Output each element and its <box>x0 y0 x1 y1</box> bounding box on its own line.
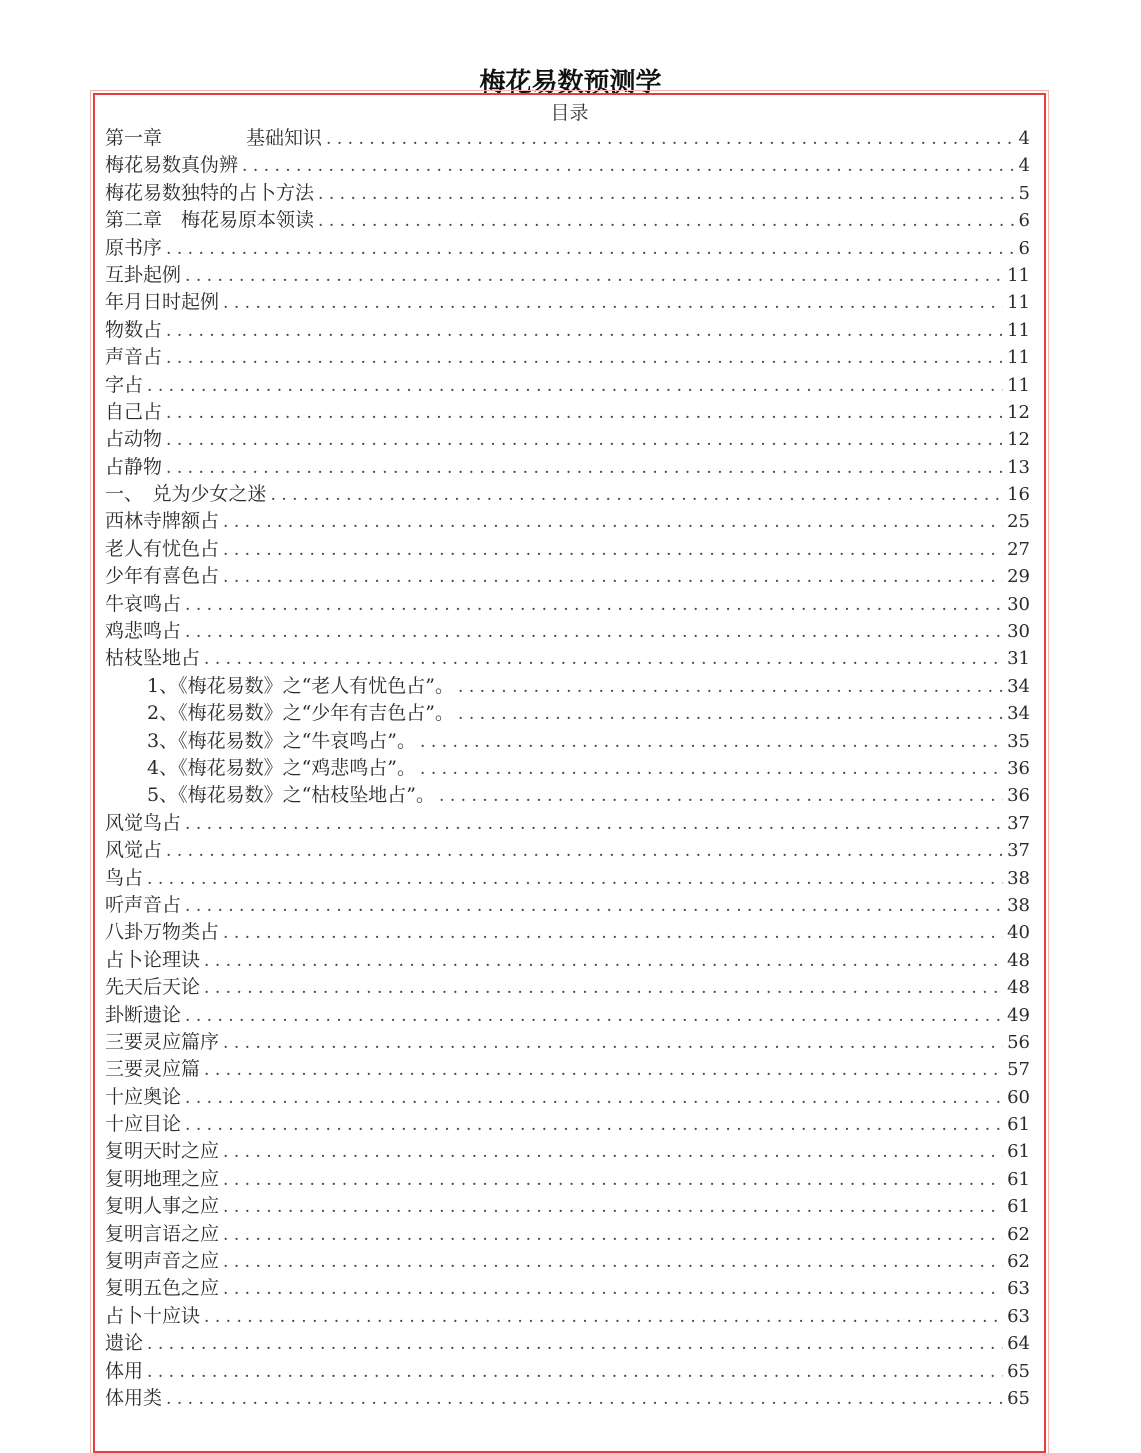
toc-entry[interactable] <box>105 563 1030 590</box>
toc-entry[interactable] <box>105 1248 1030 1275</box>
toc-entry-title: 声音占 <box>105 346 163 369</box>
toc-entry-label[interactable] <box>105 865 143 892</box>
toc-entry[interactable] <box>105 673 1030 700</box>
toc-dot-leader <box>204 1057 1003 1083</box>
toc-entry[interactable] <box>105 180 1030 207</box>
toc-entry-title: 牛哀鸣占 <box>105 592 182 615</box>
toc-entry[interactable] <box>105 508 1030 535</box>
toc-entry-title: 少年有喜色占 <box>105 565 220 588</box>
toc-entry-label[interactable] <box>105 1193 219 1220</box>
toc-dot-leader <box>166 400 1003 426</box>
toc-entry-page-number: 36 <box>1007 757 1030 779</box>
toc-entry-label[interactable] <box>105 1330 143 1357</box>
toc-entry-title: 占静物 <box>105 455 163 478</box>
toc-entry-page-number: 34 <box>1007 675 1030 697</box>
toc-dot-leader <box>185 1085 1003 1111</box>
toc-entry[interactable] <box>105 700 1030 727</box>
toc-entry-page-number: 61 <box>1007 1141 1030 1163</box>
toc-entry-label[interactable] <box>105 563 219 590</box>
toc-entry[interactable] <box>105 755 1030 782</box>
toc-list <box>105 125 1030 1412</box>
toc-entry[interactable] <box>105 591 1030 618</box>
toc-dot-leader <box>147 866 1003 892</box>
toc-dot-leader <box>166 345 1003 371</box>
toc-entry[interactable] <box>105 125 1030 152</box>
toc-entry-title: 风觉占 <box>105 839 163 862</box>
toc-dot-leader <box>223 920 1003 946</box>
toc-entry-title: 3、《梅花易数》之“牛哀鸣占”。 <box>147 729 417 752</box>
toc-entry-title: 体用类 <box>105 1386 163 1409</box>
toc-dot-leader <box>185 1003 1003 1029</box>
toc-entry-label[interactable] <box>105 1002 181 1029</box>
toc-entry-title: 复明天时之应 <box>105 1140 220 1163</box>
toc-entry[interactable] <box>105 645 1030 672</box>
toc-entry-page-number: 64 <box>1007 1333 1030 1355</box>
toc-entry[interactable] <box>105 1138 1030 1165</box>
toc-dot-leader <box>185 619 1003 645</box>
toc-entry-label[interactable] <box>105 1248 219 1275</box>
toc-entry-page-number: 12 <box>1007 401 1030 423</box>
toc-entry-label[interactable] <box>105 810 181 837</box>
toc-entry-page-number: 11 <box>1007 347 1030 369</box>
toc-entry-page-number: 63 <box>1007 1305 1030 1327</box>
toc-dot-leader <box>242 153 1015 179</box>
toc-entry-page-number: 63 <box>1007 1278 1030 1300</box>
toc-entry-page-number: 4 <box>1018 155 1030 177</box>
toc-dot-leader <box>223 1222 1003 1248</box>
toc-entry-page-number: 38 <box>1007 894 1030 916</box>
toc-dot-leader <box>223 1194 1003 1220</box>
toc-entry[interactable] <box>105 426 1030 453</box>
toc-entry-label[interactable] <box>105 372 143 399</box>
toc-heading: 目录 <box>550 102 589 124</box>
toc-entry[interactable] <box>105 317 1030 344</box>
toc-entry[interactable] <box>105 289 1030 316</box>
toc-entry-page-number: 65 <box>1007 1387 1030 1409</box>
toc-dot-leader <box>185 893 1003 919</box>
toc-entry[interactable] <box>105 947 1030 974</box>
toc-entry-page-number: 5 <box>1018 182 1030 204</box>
toc-entry-title: 十应目论 <box>105 1113 182 1136</box>
toc-entry-label[interactable] <box>105 207 314 234</box>
toc-entry[interactable] <box>105 810 1030 837</box>
toc-entry-page-number: 31 <box>1007 648 1030 670</box>
toc-entry-label[interactable] <box>105 974 200 1001</box>
toc-entry-title: 风觉鸟占 <box>105 811 182 834</box>
toc-entry-title: 三要灵应篇序 <box>105 1030 220 1053</box>
toc-entry-page-number: 30 <box>1007 593 1030 615</box>
toc-entry-label[interactable] <box>147 755 416 782</box>
toc-entry-label[interactable] <box>105 1385 162 1412</box>
toc-entry-title: 复明言语之应 <box>105 1222 220 1245</box>
toc-entry-label[interactable] <box>105 1029 219 1056</box>
document-title: 梅花易数预测学 <box>479 68 662 99</box>
toc-dot-leader <box>166 838 1003 864</box>
toc-entry-page-number: 29 <box>1007 566 1030 588</box>
toc-dot-leader <box>223 290 1003 316</box>
toc-entry-page-number: 6 <box>1018 237 1030 259</box>
toc-entry-title: 遗论 <box>105 1332 144 1355</box>
toc-entry-title: 鸡悲鸣占 <box>105 620 182 643</box>
toc-entry-title: 枯枝坠地占 <box>105 647 201 670</box>
toc-entry-page-number: 38 <box>1007 867 1030 889</box>
toc-dot-leader <box>223 1139 1003 1165</box>
toc-entry-title: 第二章 梅花易原本领读 <box>105 209 315 232</box>
toc-entry-title: 西林寺牌额占 <box>105 510 220 533</box>
toc-entry-title: 复明人事之应 <box>105 1195 220 1218</box>
toc-entry-label[interactable] <box>105 344 162 371</box>
toc-entry-page-number: 61 <box>1007 1196 1030 1218</box>
toc-dot-leader <box>185 811 1003 837</box>
toc-entry-page-number: 48 <box>1007 949 1030 971</box>
toc-entry-label[interactable] <box>105 892 181 919</box>
toc-entry-title: 梅花易数真伪辨 <box>105 154 239 177</box>
toc-entry-label[interactable] <box>105 1358 143 1385</box>
toc-entry[interactable] <box>105 1303 1030 1330</box>
toc-entry-title: 鸟占 <box>105 866 144 889</box>
toc-entry-title: 听声音占 <box>105 893 182 916</box>
toc-entry-label[interactable] <box>105 125 322 152</box>
toc-entry[interactable] <box>105 344 1030 371</box>
toc-entry-title: 原书序 <box>105 236 163 259</box>
toc-entry[interactable] <box>105 372 1030 399</box>
toc-entry-title: 占卜十应诀 <box>105 1304 201 1327</box>
toc-entry-subtitle: 基础知识 <box>246 127 323 149</box>
toc-entry-label[interactable] <box>105 1111 181 1138</box>
toc-entry-label[interactable] <box>105 591 181 618</box>
toc-entry[interactable] <box>105 865 1030 892</box>
toc-entry-page-number: 11 <box>1007 319 1030 341</box>
toc-entry-title: 十应奥论 <box>105 1085 182 1108</box>
toc-entry[interactable] <box>105 782 1030 809</box>
toc-entry-title: 互卦起例 <box>105 263 182 286</box>
toc-entry-page-number: 35 <box>1007 730 1030 752</box>
toc-entry-label[interactable] <box>105 317 162 344</box>
toc-entry-page-number: 37 <box>1007 812 1030 834</box>
toc-dot-leader <box>326 126 1015 152</box>
toc-entry-page-number: 36 <box>1007 785 1030 807</box>
toc-entry-label[interactable] <box>105 1084 181 1111</box>
toc-entry[interactable] <box>105 1221 1030 1248</box>
toc-entry-title: 复明声音之应 <box>105 1250 220 1273</box>
toc-entry[interactable] <box>105 1275 1030 1302</box>
toc-entry-title: 体用 <box>105 1359 144 1382</box>
toc-dot-leader <box>458 674 1003 700</box>
toc-entry[interactable] <box>105 837 1030 864</box>
toc-dot-leader <box>166 318 1003 344</box>
toc-entry-label[interactable] <box>147 728 416 755</box>
toc-entry-title: 1、《梅花易数》之“老人有忧色占”。 <box>147 674 455 697</box>
toc-entry-label[interactable] <box>105 180 314 207</box>
toc-entry-page-number: 40 <box>1007 922 1030 944</box>
toc-entry-label[interactable] <box>105 837 162 864</box>
toc-dot-leader <box>147 1331 1003 1357</box>
toc-entry-title: 占动物 <box>105 428 163 451</box>
toc-entry-title: 占卜论理诀 <box>105 948 201 971</box>
toc-entry-title: 第一章 <box>105 127 163 149</box>
toc-entry[interactable] <box>105 1358 1030 1385</box>
toc-entry-title: 先天后天论 <box>105 976 201 999</box>
toc-entry-title: 复明五色之应 <box>105 1277 220 1300</box>
toc-entry-label[interactable] <box>105 1166 219 1193</box>
toc-entry-label[interactable] <box>105 1303 200 1330</box>
toc-dot-leader <box>204 948 1003 974</box>
toc-dot-leader <box>204 1304 1003 1330</box>
toc-entry-page-number: 57 <box>1007 1059 1030 1081</box>
toc-entry-label[interactable] <box>105 1138 219 1165</box>
toc-dot-leader <box>458 701 1003 727</box>
toc-entry-title: 八卦万物类占 <box>105 921 220 944</box>
toc-entry[interactable] <box>105 1385 1030 1412</box>
toc-entry-label[interactable] <box>147 700 454 727</box>
toc-entry-page-number: 62 <box>1007 1251 1030 1273</box>
toc-dot-leader <box>147 373 1003 399</box>
toc-dot-leader <box>318 181 1015 207</box>
toc-entry-page-number: 65 <box>1007 1360 1030 1382</box>
toc-dot-leader <box>318 208 1015 234</box>
toc-entry-title: 2、《梅花易数》之“少年有吉色占”。 <box>147 702 455 725</box>
toc-entry[interactable] <box>105 1084 1030 1111</box>
toc-entry-label[interactable] <box>147 673 454 700</box>
table-of-contents <box>93 93 1046 1453</box>
toc-entry[interactable] <box>105 1056 1030 1083</box>
toc-dot-leader <box>223 1276 1003 1302</box>
toc-entry-page-number: 34 <box>1007 703 1030 725</box>
toc-entry-page-number: 60 <box>1007 1086 1030 1108</box>
toc-entry[interactable] <box>105 262 1030 289</box>
toc-entry-page-number: 37 <box>1007 840 1030 862</box>
toc-entry[interactable] <box>105 1029 1030 1056</box>
toc-entry-label[interactable] <box>105 536 219 563</box>
toc-entry-page-number: 11 <box>1007 264 1030 286</box>
toc-entry[interactable] <box>105 1111 1030 1138</box>
toc-entry-label[interactable] <box>105 152 238 179</box>
toc-dot-leader <box>204 646 1003 672</box>
toc-entry-title: 三要灵应篇 <box>105 1058 201 1081</box>
toc-dot-leader <box>439 783 1003 809</box>
toc-entry-page-number: 25 <box>1007 511 1030 533</box>
toc-entry[interactable] <box>105 235 1030 262</box>
toc-entry-label[interactable] <box>105 618 181 645</box>
toc-entry-label[interactable] <box>105 289 219 316</box>
toc-entry[interactable] <box>105 1166 1030 1193</box>
toc-entry-label[interactable] <box>105 399 162 426</box>
toc-dot-leader <box>204 975 1003 1001</box>
toc-entry-page-number: 6 <box>1018 210 1030 232</box>
toc-entry-title: 字占 <box>105 373 144 396</box>
toc-entry-title: 一、 兑为少女之迷 <box>105 483 267 506</box>
toc-entry-label[interactable] <box>105 508 219 535</box>
toc-entry-page-number: 13 <box>1007 456 1030 478</box>
toc-entry[interactable] <box>105 919 1030 946</box>
toc-dot-leader <box>223 564 1003 590</box>
toc-entry-page-number: 56 <box>1007 1031 1030 1053</box>
toc-dot-leader <box>166 455 1003 481</box>
toc-dot-leader <box>223 1167 1003 1193</box>
toc-entry-page-number: 11 <box>1007 374 1030 396</box>
toc-entry-title: 梅花易数独特的占卜方法 <box>105 181 315 204</box>
toc-entry-page-number: 49 <box>1007 1004 1030 1026</box>
toc-entry[interactable] <box>105 1193 1030 1220</box>
toc-dot-leader <box>271 482 1004 508</box>
toc-entry[interactable] <box>105 618 1030 645</box>
toc-entry-page-number: 62 <box>1007 1223 1030 1245</box>
toc-entry-title: 复明地理之应 <box>105 1167 220 1190</box>
toc-entry-label[interactable] <box>105 454 162 481</box>
toc-entry-page-number: 61 <box>1007 1168 1030 1190</box>
toc-entry[interactable] <box>105 1330 1030 1357</box>
toc-dot-leader <box>166 236 1015 262</box>
toc-entry-title: 物数占 <box>105 318 163 341</box>
toc-entry-title: 4、《梅花易数》之“鸡悲鸣占”。 <box>147 756 417 779</box>
toc-entry-page-number: 4 <box>1018 128 1030 149</box>
toc-dot-leader <box>185 592 1003 618</box>
toc-dot-leader <box>185 263 1003 289</box>
toc-entry-page-number: 12 <box>1007 429 1030 451</box>
toc-dot-leader <box>166 1386 1003 1412</box>
toc-entry[interactable] <box>105 728 1030 755</box>
toc-entry[interactable] <box>105 207 1030 234</box>
toc-dot-leader <box>223 1030 1003 1056</box>
toc-entry-label[interactable] <box>105 1056 200 1083</box>
toc-entry[interactable] <box>105 481 1030 508</box>
toc-entry-title: 自己占 <box>105 400 163 423</box>
toc-entry-label[interactable] <box>147 782 435 809</box>
toc-entry[interactable] <box>105 892 1030 919</box>
toc-entry-label[interactable] <box>105 426 162 453</box>
toc-dot-leader <box>420 756 1003 782</box>
toc-dot-leader <box>147 1359 1003 1385</box>
toc-entry[interactable] <box>105 399 1030 426</box>
toc-entry-page-number: 30 <box>1007 621 1030 643</box>
toc-dot-leader <box>166 427 1003 453</box>
toc-entry-label[interactable] <box>105 262 181 289</box>
toc-entry-page-number: 27 <box>1007 538 1030 560</box>
toc-dot-leader <box>223 1249 1003 1275</box>
toc-entry-page-number: 16 <box>1007 484 1030 506</box>
toc-entry[interactable] <box>105 536 1030 563</box>
toc-entry-label[interactable] <box>105 645 200 672</box>
toc-entry[interactable] <box>105 152 1030 179</box>
toc-entry-title: 卦断遗论 <box>105 1003 182 1026</box>
toc-entry-label[interactable] <box>105 235 162 262</box>
toc-entry-label[interactable] <box>105 1275 219 1302</box>
toc-entry-label[interactable] <box>105 481 267 508</box>
toc-entry[interactable] <box>105 454 1030 481</box>
toc-entry-title: 5、《梅花易数》之“枯枝坠地占”。 <box>147 784 436 807</box>
toc-entry-page-number: 61 <box>1007 1114 1030 1136</box>
toc-entry[interactable] <box>105 1002 1030 1029</box>
toc-entry-label[interactable] <box>105 947 200 974</box>
toc-entry-page-number: 11 <box>1007 292 1030 314</box>
toc-entry-title: 年月日时起例 <box>105 291 220 314</box>
toc-entry-label[interactable] <box>105 1221 219 1248</box>
toc-dot-leader <box>223 509 1003 535</box>
toc-entry-page-number: 48 <box>1007 977 1030 999</box>
toc-dot-leader <box>420 729 1003 755</box>
toc-dot-leader <box>185 1112 1003 1138</box>
toc-entry-label[interactable] <box>105 919 219 946</box>
toc-entry-title: 老人有忧色占 <box>105 537 220 560</box>
toc-entry[interactable] <box>105 974 1030 1001</box>
toc-dot-leader <box>223 537 1003 563</box>
